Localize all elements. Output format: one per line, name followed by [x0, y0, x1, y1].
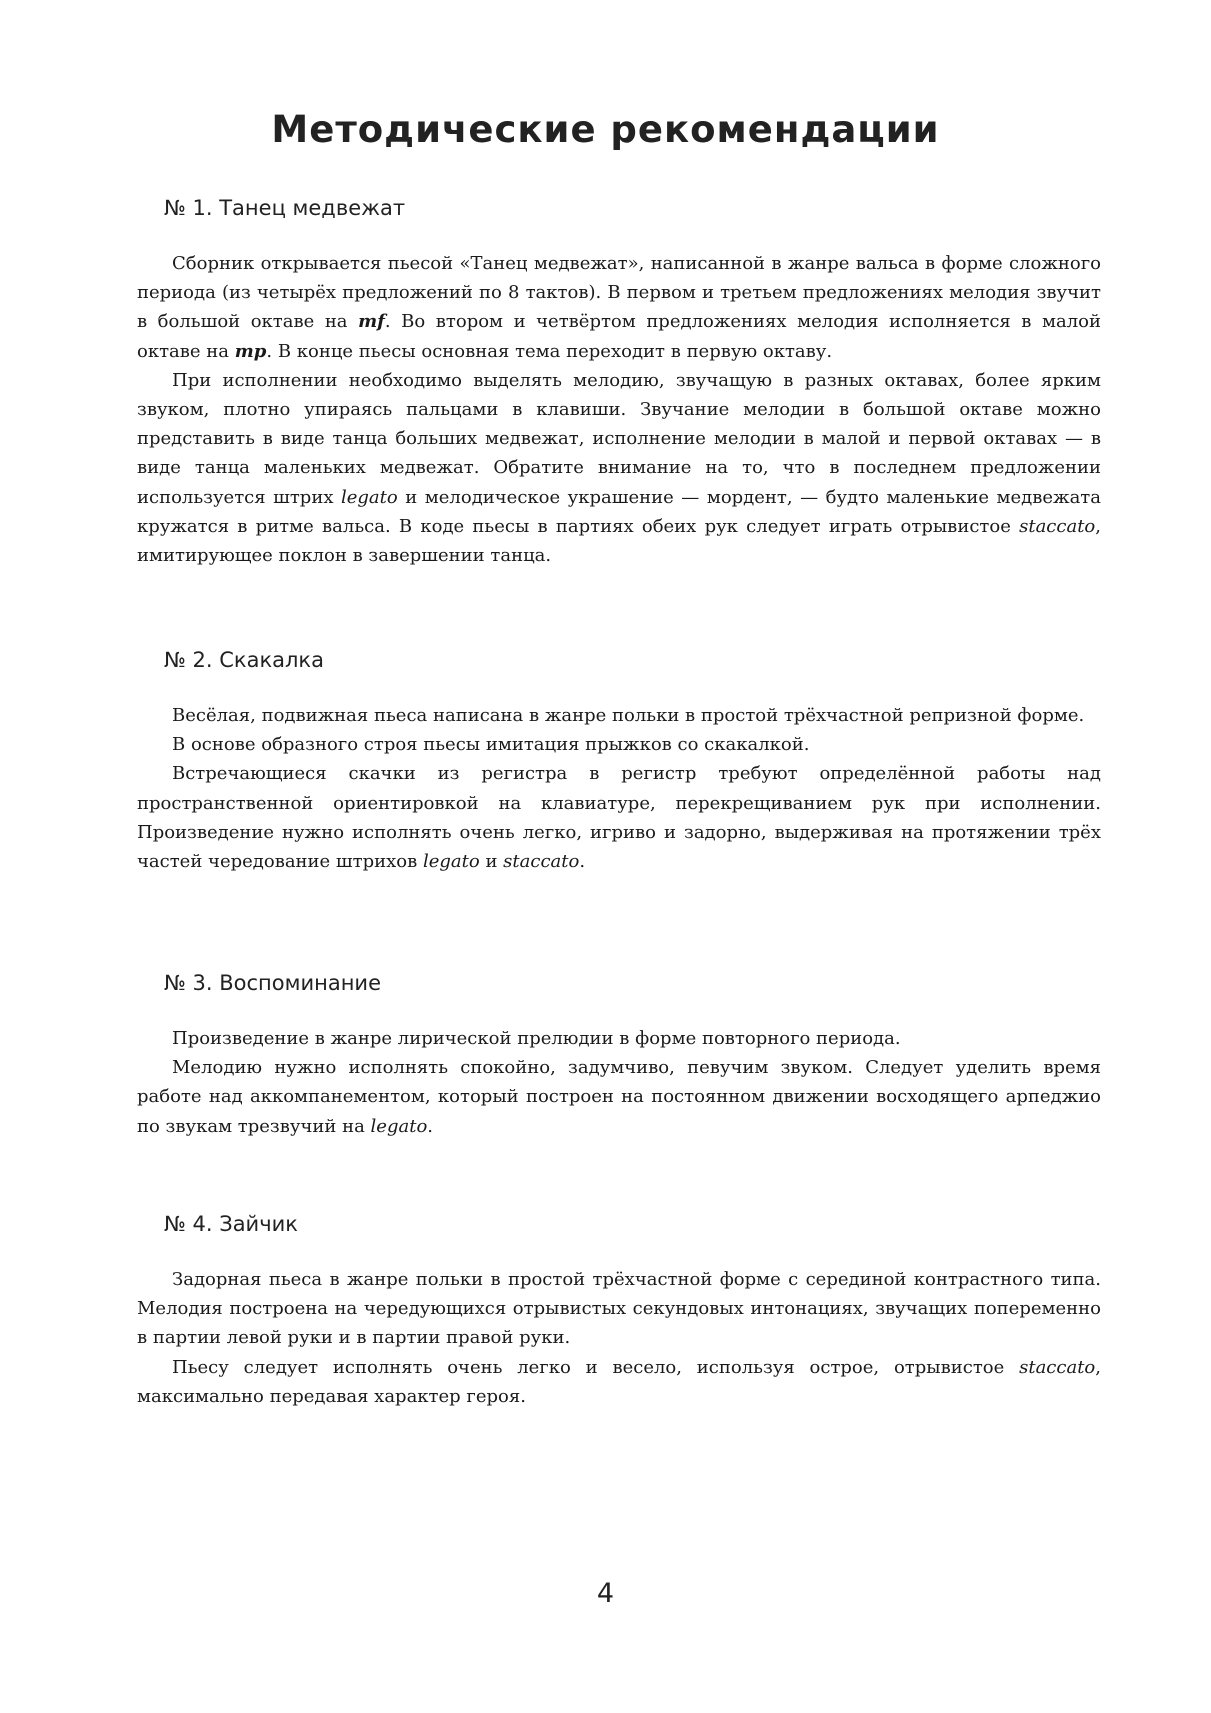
section-heading: № 3. Воспоминание	[164, 971, 381, 995]
paragraph: Пьесу следует исполнять очень легко и весело, используя острое, отрывистое staccato, максимально передавая характер героя.	[137, 1356, 1101, 1407]
section-heading: № 1. Танец медвежат	[164, 196, 406, 220]
section-1	[137, 193, 1101, 570]
section-heading: № 2. Скакалка	[164, 648, 324, 672]
page-number: 4	[596, 1578, 615, 1609]
paragraph: В основе образного строя пьесы имитация прыжков со скакалкой.	[172, 734, 810, 756]
paragraph: Мелодию нужно исполнять спокойно, задумчиво, певучим звуком. Следует уделить время работе над аккомпанементом, который построен на постоянном движении восходящего арпеджио по звукам трезвучий на legato.	[137, 1057, 1101, 1137]
paragraph: Встречающиеся скачки из регистра в регистр требуют определённой работы над пространственной ориентировкой на клавиатуре, перекрещиванием рук при исполнении. Произведение нужно исполнять очень легко, игриво и задорно, выдерживая на протяжении трёх частей чередование штрихов legato и staccato.	[137, 763, 1101, 873]
paragraph: При исполнении необходимо выделять мелодию, звучащую в разных октавах, более ярким звуком, плотно упираясь пальцами в клавиши. Звучание мелодии в большой октаве можно представить в виде танца больших медвежат, исполнение мелодии в малой и первой октавах — в виде танца маленьких медвежат. Обратите внимание на то, что в последнем предложении используется штрих legato и мелодическое украшение — мордент, — будто маленькие медвежата кружатся в ритме вальса. В коде пьесы в партиях обеих рук следует играть отрывистое staccato, имитирующее поклон в завершении танца.	[137, 369, 1101, 567]
paragraph: Весёлая, подвижная пьеса написана в жанре польки в простой трёхчастной репризной форме.	[172, 705, 1085, 726]
section-4	[137, 1209, 1101, 1411]
paragraph: Задорная пьеса в жанре польки в простой трёхчастной форме с серединой контрастного типа. Мелодия построена на чередующихся отрывистых секундовых интонациях, звучащих попеременно в партии левой руки и в партии правой руки.	[137, 1269, 1101, 1349]
paragraph: Произведение в жанре лирической прелюдии в форме повторного периода.	[172, 1028, 901, 1049]
page-title: Методические рекомендации	[271, 108, 940, 151]
paragraph: Сборник открывается пьесой «Танец медвежат», написанной в жанре вальса в форме сложного периода (из четырёх предложений по 8 тактов). В первом и третьем предложениях мелодия звучит в большой октаве на mf. Во втором и четвёртом предложениях мелодия исполняется в малой октаве на mp. В конце пьесы основная тема переходит в первую октаву.	[137, 253, 1101, 362]
section-3	[137, 968, 1101, 1141]
section-heading: № 4. Зайчик	[164, 1212, 298, 1236]
section-2	[137, 645, 1101, 876]
